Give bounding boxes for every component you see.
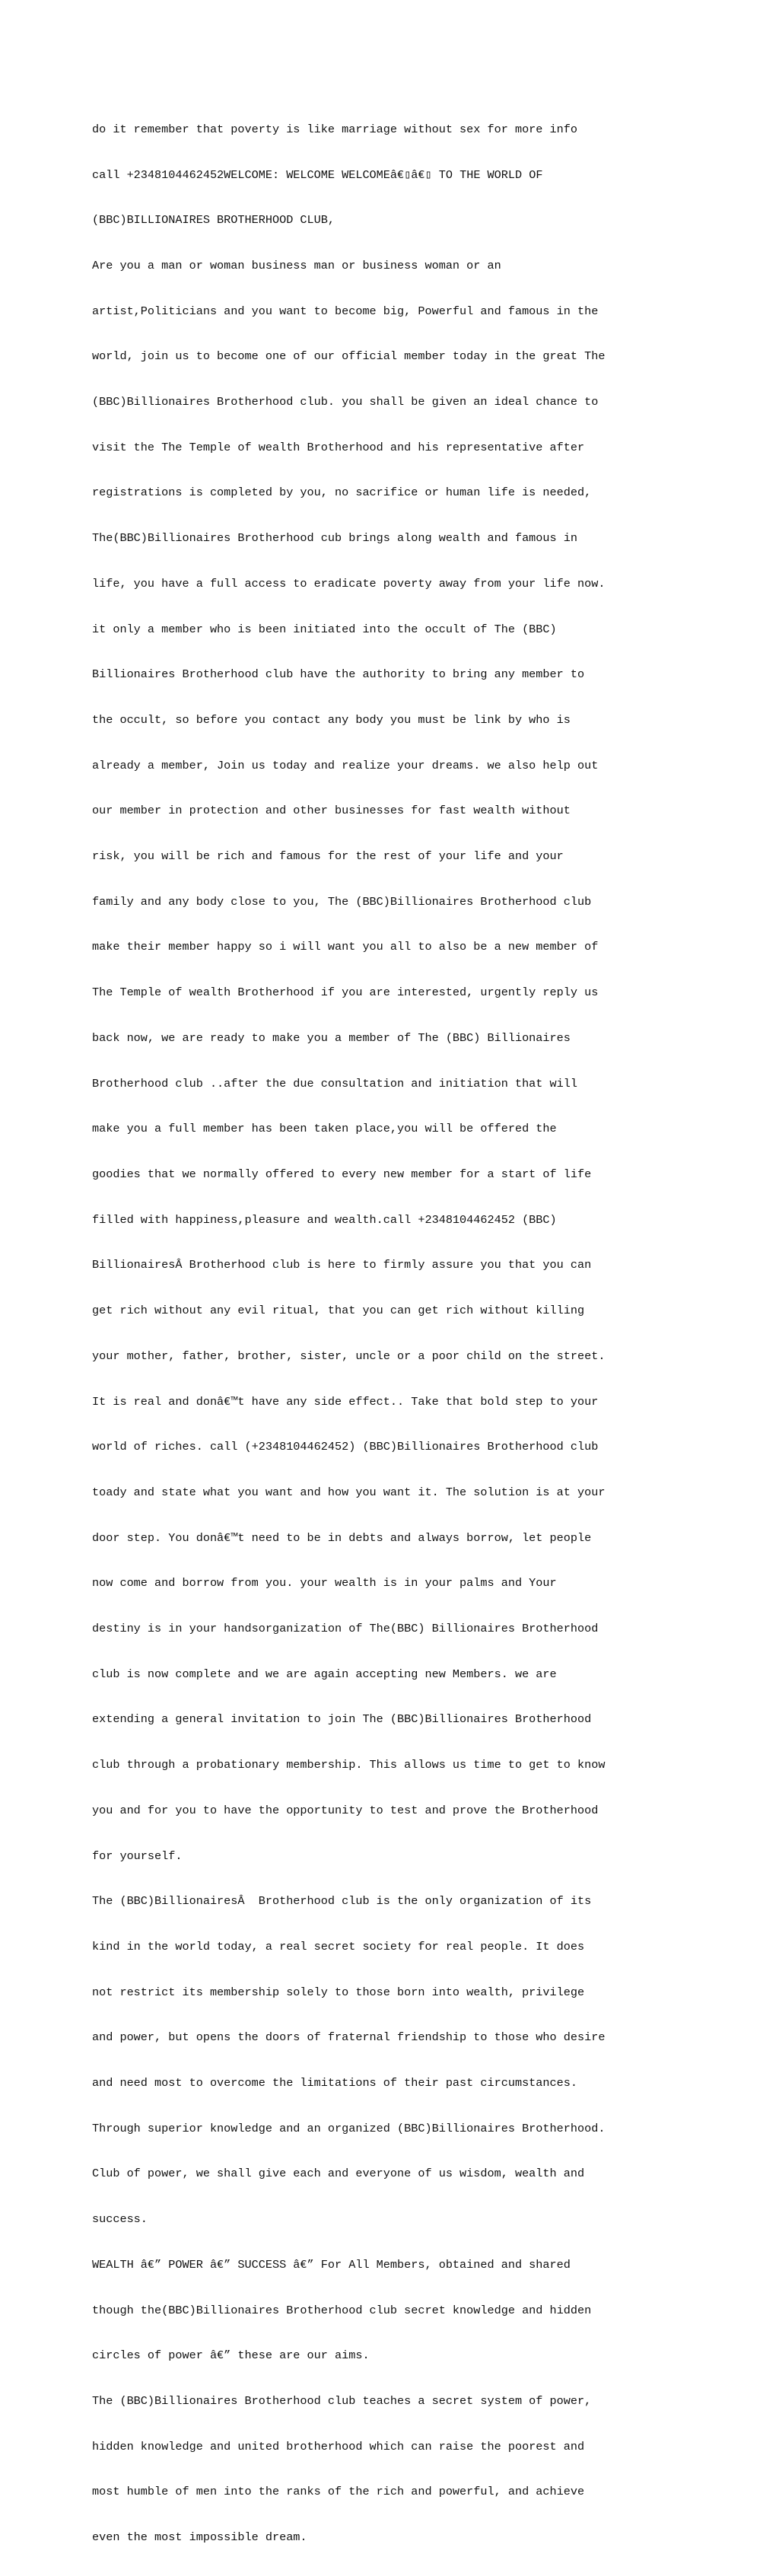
text-line: risk, you will be rich and famous for the rest of your life and your [92,849,564,864]
text-line: It is real and donâ€™t have any side effect.. Take that bold step to your [92,1394,599,1409]
text-line: make their member happy so i will want you all to also be a new member of [92,940,599,954]
text-line: and need most to overcome the limitations of their past circumstances. [92,2076,577,2090]
text-line: extending a general invitation to join The (BBC)Billionaires Brotherhood [92,1712,592,1727]
text-line: you and for you to have the opportunity to test and prove the Brotherhood [92,1803,599,1817]
text-line: Billionaires Brotherhood club have the authority to bring any member to [92,667,585,682]
text-line: goodies that we normally offered to every new member for a start of life [92,1167,592,1181]
text-line: life, you have a full access to eradicate poverty away from your life now. [92,576,606,591]
text-line: BillionairesÂ Brotherhood club is here to firmly assure you that you can [92,1258,592,1272]
text-line: (BBC)BILLIONAIRES BROTHERHOOD CLUB, [92,213,335,228]
text-line: The Temple of wealth Brotherhood if you are interested, urgently reply us [92,986,599,1000]
text-line: call +2348104462452WELCOME: WELCOME WELCOMEâ€▯â€▯ TO THE WORLD OF [92,167,543,182]
text-line: toady and state what you want and how you want it. The solution is at your [92,1485,606,1499]
text-line: door step. You donâ€™t need to be in debts and always borrow, let people [92,1530,592,1545]
text-line: the occult, so before you contact any body you must be link by who is [92,712,571,727]
text-line: The (BBC)BillionairesÂ Brotherhood club is the only organization of its [92,1894,592,1909]
text-line: get rich without any evil ritual, that you can get rich without killing [92,1304,585,1318]
text-line: world, join us to become one of our official member today in the great The [92,349,606,364]
text-line: Club of power, we shall give each and everyone of us wisdom, wealth and [92,2167,585,2181]
text-line: kind in the world today, a real secret society for real people. It does [92,1939,585,1953]
text-line: already a member, Join us today and realize your dreams. we also help out [92,758,599,772]
text-line: success. [92,2212,148,2227]
text-line: now come and borrow from you. your wealth is in your palms and Your [92,1576,557,1590]
text-line: family and any body close to you, The (BBC)Billionaires Brotherhood club [92,894,592,909]
text-line: The (BBC)Billionaires Brotherhood club teaches a secret system of power, [92,2393,592,2408]
text-line: it only a member who is been initiated into the occult of The (BBC) [92,622,557,636]
text-line: circles of power â€” these are our aims. [92,2348,370,2363]
text-line: and power, but opens the doors of fraternal friendship to those who desire [92,2030,606,2045]
text-line: hidden knowledge and united brotherhood which can raise the poorest and [92,2439,585,2453]
text-line: even the most impossible dream. [92,2530,307,2545]
text-line: artist,Politicians and you want to become big, Powerful and famous in the [92,304,599,318]
text-line: your mother, father, brother, sister, uncle or a poor child on the street. [92,1348,606,1363]
text-line: for yourself. [92,1848,183,1863]
text-line: though the(BBC)Billionaires Brotherhood club secret knowledge and hidden [92,2303,592,2317]
text-line: most humble of men into the ranks of the rich and powerful, and achieve [92,2485,585,2499]
text-line: club is now complete and we are again accepting new Members. we are [92,1667,557,1681]
text-line: WEALTH â€” POWER â€” SUCCESS â€” For All Members, obtained and shared [92,2257,571,2272]
text-line: not restrict its membership solely to those born into wealth, privilege [92,1985,585,1999]
text-line: registrations is completed by you, no sacrifice or human life is needed, [92,486,592,500]
text-line: filled with happiness,pleasure and wealth.call +2348104462452 (BBC) [92,1212,557,1227]
text-line: visit the The Temple of wealth Brotherhood and his representative after [92,440,585,454]
text-line: back now, we are ready to make you a member of The (BBC) Billionaires [92,1030,571,1045]
text-line: Brotherhood club ..after the due consultation and initiation that will [92,1076,577,1091]
text-line: make you a full member has been taken place,you will be offered the [92,1122,557,1136]
text-line: Through superior knowledge and an organized (BBC)Billionaires Brotherhood. [92,2121,606,2135]
document-body-text [92,92,701,2576]
text-line: our member in protection and other businesses for fast wealth without [92,804,571,818]
text-line: Are you a man or woman business man or business woman or an [92,258,501,272]
text-line: (BBC)Billionaires Brotherhood club. you shall be given an ideal chance to [92,395,599,409]
text-line: The(BBC)Billionaires Brotherhood cub brings along wealth and famous in [92,531,577,546]
text-line: world of riches. call (+2348104462452) (BBC)Billionaires Brotherhood club [92,1440,599,1454]
text-line: club through a probationary membership. This allows us time to get to know [92,1758,606,1772]
text-line: do it remember that poverty is like marriage without sex for more info [92,122,577,136]
text-line: destiny is in your handsorganization of The(BBC) Billionaires Brotherhood [92,1622,599,1636]
